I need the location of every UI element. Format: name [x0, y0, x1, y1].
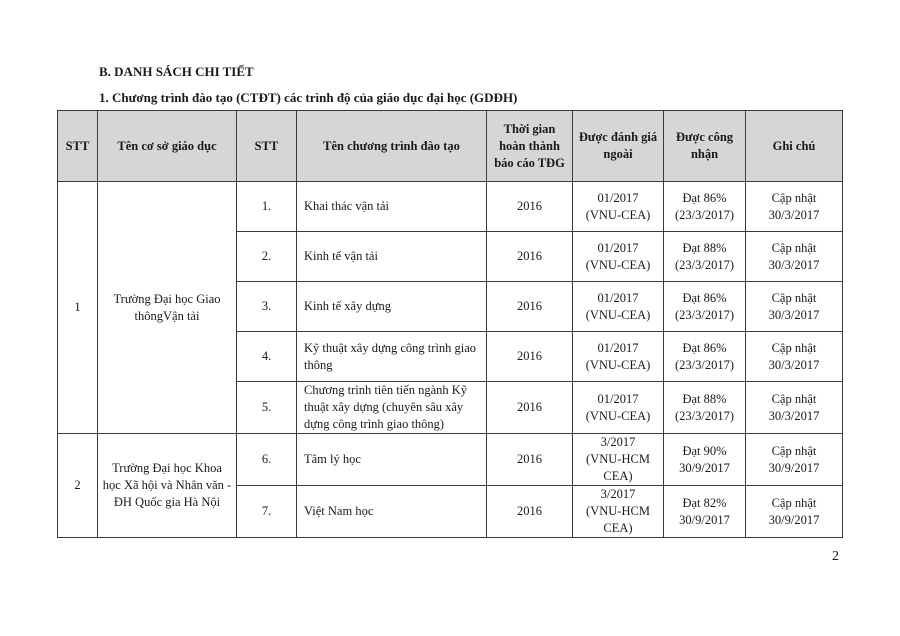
- program-year: 2016: [487, 486, 573, 538]
- program-name: Khai thác vận tải: [297, 182, 487, 232]
- program-recognized: Đạt 86% (23/3/2017): [664, 332, 746, 382]
- program-evaluated: 3/2017 (VNU-HCM CEA): [573, 486, 664, 538]
- institution-stt: 1: [58, 182, 98, 434]
- program-name: Kinh tế vận tải: [297, 232, 487, 282]
- header-institution: Tên cơ sở giáo dục: [98, 111, 237, 182]
- program-note: Cập nhật 30/3/2017: [746, 382, 843, 434]
- program-year: 2016: [487, 382, 573, 434]
- subsection-title: 1. Chương trình đào tạo (CTĐT) các trình độ của giáo dục đại học (GDĐH): [99, 90, 518, 105]
- program-recognized: Đạt 88% (23/3/2017): [664, 232, 746, 282]
- header-program-name: Tên chương trình đào tạo: [297, 111, 487, 182]
- institution-stt: 2: [58, 434, 98, 538]
- program-recognized: Đạt 88% (23/3/2017): [664, 382, 746, 434]
- program-name: Kinh tế xây dựng: [297, 282, 487, 332]
- header-stt: STT: [58, 111, 98, 182]
- program-stt: 6.: [237, 434, 297, 486]
- program-evaluated: 3/2017 (VNU-HCM CEA): [573, 434, 664, 486]
- program-recognized: Đạt 90% 30/9/2017: [664, 434, 746, 486]
- program-year: 2016: [487, 282, 573, 332]
- program-recognized: Đạt 86% (23/3/2017): [664, 282, 746, 332]
- institution-name: Trường Đại học Khoa học Xã hội và Nhân văn - ĐH Quốc gia Hà Nội: [98, 434, 237, 538]
- table-header-row: [58, 111, 843, 182]
- header-evaluated: Được đánh giá ngoài: [573, 111, 664, 182]
- program-evaluated: 01/2017 (VNU-CEA): [573, 382, 664, 434]
- program-year: 2016: [487, 434, 573, 486]
- program-evaluated: 01/2017 (VNU-CEA): [573, 332, 664, 382]
- institution-name: Trường Đại học Giao thôngVận tải: [98, 182, 237, 434]
- program-note: Cập nhật 30/3/2017: [746, 182, 843, 232]
- program-stt: 7.: [237, 486, 297, 538]
- program-evaluated: 01/2017 (VNU-CEA): [573, 232, 664, 282]
- section-title: B. DANH SÁCH CHI TIẾT: [99, 64, 254, 79]
- table-row: [58, 434, 843, 486]
- program-stt: 5.: [237, 382, 297, 434]
- program-name: Chương trình tiên tiến ngành Kỹ thuật xây dựng (chuyên sâu xây dựng công trình giao thông): [297, 382, 487, 434]
- program-note: Cập nhật 30/3/2017: [746, 332, 843, 382]
- program-note: Cập nhật 30/3/2017: [746, 282, 843, 332]
- program-name: Việt Nam học: [297, 486, 487, 538]
- page-number: 2: [832, 549, 839, 564]
- program-recognized: Đạt 82% 30/9/2017: [664, 486, 746, 538]
- program-stt: 3.: [237, 282, 297, 332]
- program-year: 2016: [487, 332, 573, 382]
- program-note: Cập nhật 30/3/2017: [746, 232, 843, 282]
- program-evaluated: 01/2017 (VNU-CEA): [573, 182, 664, 232]
- program-name: Tâm lý học: [297, 434, 487, 486]
- header-program-stt: STT: [237, 111, 297, 182]
- program-recognized: Đạt 86% (23/3/2017): [664, 182, 746, 232]
- header-report-time: Thời gian hoàn thành báo cáo TĐG: [487, 111, 573, 182]
- program-year: 2016: [487, 232, 573, 282]
- program-note: Cập nhật 30/9/2017: [746, 486, 843, 538]
- header-recognized: Được công nhận: [664, 111, 746, 182]
- program-stt: 1.: [237, 182, 297, 232]
- program-name: Kỹ thuật xây dựng công trình giao thông: [297, 332, 487, 382]
- program-stt: 2.: [237, 232, 297, 282]
- header-note: Ghi chú: [746, 111, 843, 182]
- program-evaluated: 01/2017 (VNU-CEA): [573, 282, 664, 332]
- table-row: [58, 182, 843, 232]
- program-stt: 4.: [237, 332, 297, 382]
- program-note: Cập nhật 30/9/2017: [746, 434, 843, 486]
- programs-table: [57, 110, 843, 538]
- program-year: 2016: [487, 182, 573, 232]
